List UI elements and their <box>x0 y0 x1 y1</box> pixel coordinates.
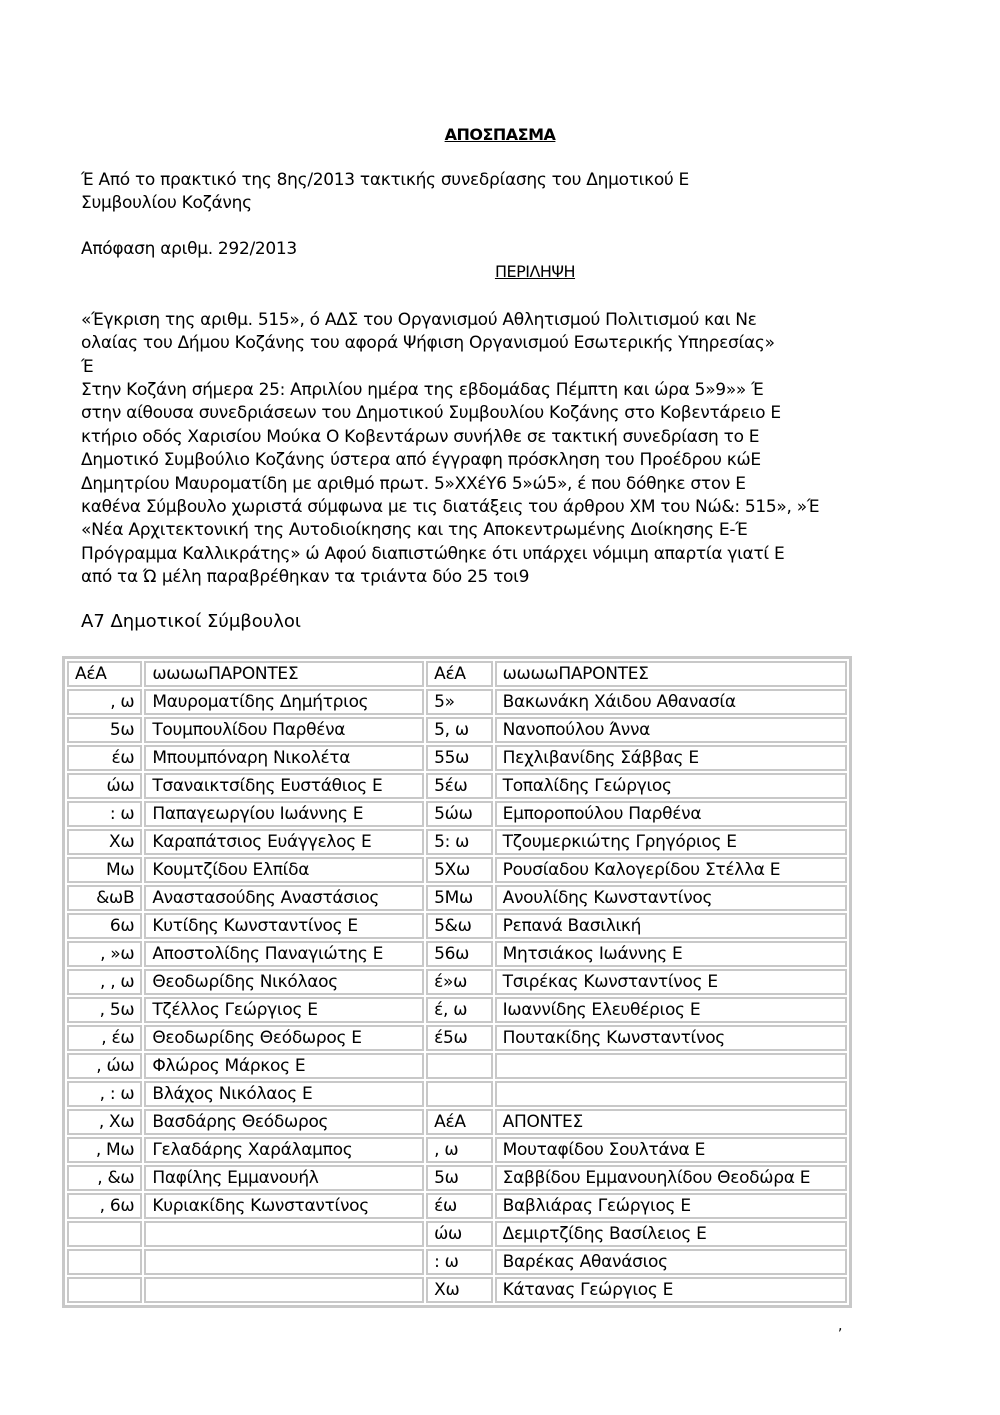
left-num-cell: 6ω <box>67 913 142 939</box>
table-row <box>67 941 847 967</box>
summary-paragraph <box>81 309 881 379</box>
right-name-cell: Μητσιάκος Ιωάννης Ε <box>495 941 847 967</box>
right-name-cell: Πουτακίδης Κωνσταντίνος <box>495 1025 847 1051</box>
table-row <box>67 717 847 743</box>
left-name-cell: Κυτίδης Κωνσταντίνος Ε <box>144 913 424 939</box>
table-row <box>67 801 847 827</box>
right-num-cell: 5έω <box>426 773 493 799</box>
left-name-cell: Μπουμπόναρη Νικολέτα <box>144 745 424 771</box>
left-name-cell: Αποστολίδης Παναγιώτης Ε <box>144 941 424 967</box>
body-line: στην αίθουσα συνεδριάσεων του Δημοτικού Συμβουλίου Κοζάνης στο Κοβεντάρειο Ε <box>81 403 781 424</box>
left-num-cell: &ωΒ <box>67 885 142 911</box>
table-row <box>67 1109 847 1135</box>
right-name-cell: Βακωνάκη Χάιδου Αθανασία <box>495 689 847 715</box>
left-num-cell: , Χω <box>67 1109 142 1135</box>
summary-line: ολαίας του Δήμου Κοζάνης του αφορά Ψήφιση Οργανισμού Εσωτερικής Υπηρεσίας» <box>81 333 775 354</box>
right-name-cell: Νανοπούλου Άννα <box>495 717 847 743</box>
table-row <box>67 1025 847 1051</box>
table-header-row <box>67 661 847 687</box>
left-name-cell <box>144 1249 424 1275</box>
right-num-cell: : ω <box>426 1249 493 1275</box>
left-num-cell: , 6ω <box>67 1193 142 1219</box>
table-row <box>67 1053 847 1079</box>
left-name-cell: Θεοδωρίδης Νικόλαος <box>144 969 424 995</box>
summary-line: «Έγκριση της αριθμ. 515», ό ΑΔΣ του Οργανισμού Αθλητισμού Πολιτισμού και Νε <box>81 310 757 330</box>
left-num-cell: : ω <box>67 801 142 827</box>
page-mark: , <box>838 1318 843 1334</box>
left-name-cell: Αναστασούδης Αναστάσιος <box>144 885 424 911</box>
left-num-cell: , »ω <box>67 941 142 967</box>
right-num-cell: 5&ω <box>426 913 493 939</box>
body-paragraph <box>81 379 881 590</box>
intro-line-2: Συμβουλίου Κοζάνης <box>81 193 252 213</box>
body-line: «Νέα Αρχιτεκτονική της Αυτοδιοίκησης και της Αποκεντρωμένης Διοίκησης Ε-Έ <box>81 520 748 541</box>
left-num-cell: ώω <box>67 773 142 799</box>
table-row <box>67 1221 847 1247</box>
left-num-cell: , έω <box>67 1025 142 1051</box>
header-num: ΑέΑ <box>67 661 142 687</box>
right-num-cell: 5» <box>426 689 493 715</box>
right-num-cell: , ω <box>426 1137 493 1163</box>
left-name-cell: Παπαγεωργίου Ιωάννης Ε <box>144 801 424 827</box>
table-row <box>67 773 847 799</box>
intro-line-1: Έ Από το πρακτικό της 8ης/2013 τακτικής συνεδρίασης του Δημοτικού Ε <box>81 170 689 190</box>
attendance-table <box>62 656 852 1308</box>
right-name-cell: Δεμιρτζίδης Βασίλειος Ε <box>495 1221 847 1247</box>
right-name-cell: Τζουμερκιώτης Γρηγόριος Ε <box>495 829 847 855</box>
right-name-cell: Τσιρέκας Κωνσταντίνος Ε <box>495 969 847 995</box>
table-row <box>67 1193 847 1219</box>
table-row <box>67 745 847 771</box>
left-name-cell: Βασδάρης Θεόδωρος <box>144 1109 424 1135</box>
right-num-cell: 5Χω <box>426 857 493 883</box>
right-num-cell: ώω <box>426 1221 493 1247</box>
right-num-cell: 5: ω <box>426 829 493 855</box>
left-name-cell: Φλώρος Μάρκος Ε <box>144 1053 424 1079</box>
left-num-cell: Χω <box>67 829 142 855</box>
right-name-cell: Κάτανας Γεώργιος Ε <box>495 1277 847 1303</box>
left-name-cell: Κυριακίδης Κωνσταντίνος <box>144 1193 424 1219</box>
left-num-cell: 5ω <box>67 717 142 743</box>
summary-heading: ΠΕΡΙΛΗΨΗ <box>494 262 576 281</box>
document-title: ΑΠΟΣΠΑΣΜΑ <box>444 125 556 144</box>
right-num-cell: έ5ω <box>426 1025 493 1051</box>
right-num-cell: 5ώω <box>426 801 493 827</box>
body-line: κτήριο οδός Χαρισίου Μούκα Ο Κοβεντάρων συνήλθε σε τακτική συνεδρίαση το Ε <box>81 426 760 447</box>
left-name-cell <box>144 1221 424 1247</box>
header-present: ωωωωΠΑΡΟΝΤΕΣ <box>144 661 424 687</box>
header-present: ωωωωΠΑΡΟΝΤΕΣ <box>495 661 847 687</box>
table-row <box>67 913 847 939</box>
table-row <box>67 1081 847 1107</box>
body-line: Δημοτικό Συμβούλιο Κοζάνης ύστερα από έγγραφη πρόσκληση του Προέδρου κώΕ <box>81 450 761 471</box>
right-num-cell: 5, ω <box>426 717 493 743</box>
right-num-cell: έω <box>426 1193 493 1219</box>
right-name-cell: Ανουλίδης Κωνσταντίνος <box>495 885 847 911</box>
left-num-cell <box>67 1277 142 1303</box>
left-name-cell: Καραπάτσιος Ευάγγελος Ε <box>144 829 424 855</box>
left-name-cell: Μαυροματίδης Δημήτριος <box>144 689 424 715</box>
right-num-cell: έ, ω <box>426 997 493 1023</box>
left-num-cell: Μω <box>67 857 142 883</box>
right-name-cell: Ρουσίαδου Καλογερίδου Στέλλα Ε <box>495 857 847 883</box>
left-num-cell: , , ω <box>67 969 142 995</box>
left-num-cell: έω <box>67 745 142 771</box>
right-num-cell: έ»ω <box>426 969 493 995</box>
table-row <box>67 969 847 995</box>
left-num-cell: , Μω <box>67 1137 142 1163</box>
table-row <box>67 885 847 911</box>
right-num-cell: ΑέΑ <box>426 1109 493 1135</box>
table-row <box>67 1165 847 1191</box>
left-num-cell: , ω <box>67 689 142 715</box>
right-num-cell: 56ω <box>426 941 493 967</box>
table-row <box>67 829 847 855</box>
left-num-cell: , 5ω <box>67 997 142 1023</box>
body-line: καθένα Σύμβουλο χωριστά σύμφωνα με τις διατάξεις του άρθρου ΧΜ του Νώ&: 515», »Έ <box>81 497 820 518</box>
right-name-cell: Σαββίδου Εμμανουηλίδου Θεοδώρα Ε <box>495 1165 847 1191</box>
body-line: Δημητρίου Μαυροματίδη με αριθμό πρωτ. 5»ΧΧέΥ6 5»ώ5», έ που δόθηκε στον Ε <box>81 473 746 494</box>
right-num-cell <box>426 1081 493 1107</box>
left-name-cell: Τζέλλος Γεώργιος Ε <box>144 997 424 1023</box>
table-row <box>67 1277 847 1303</box>
body-line: από τα Ώ μέλη παραβρέθηκαν τα τριάντα δύο 25 τοι9 <box>81 567 530 588</box>
table-row <box>67 1249 847 1275</box>
left-name-cell: Γελαδάρης Χαράλαμπος <box>144 1137 424 1163</box>
right-num-cell: 5ω <box>426 1165 493 1191</box>
body-line: Πρόγραμμα Καλλικράτης» ώ Αφού διαπιστώθηκε ότι υπάρχει νόμιμη απαρτία γιατί Ε <box>81 543 785 564</box>
body-line: Στην Κοζάνη σήμερα 25: Απριλίου ημέρα της εβδομάδας Πέμπτη και ώρα 5»9»» Έ <box>81 380 764 400</box>
section-label: Α7 Δημοτικοί Σύμβουλοι <box>81 611 301 632</box>
left-name-cell: Βλάχος Νικόλαος Ε <box>144 1081 424 1107</box>
right-num-cell: 55ω <box>426 745 493 771</box>
left-name-cell: Θεοδωρίδης Θεόδωρος Ε <box>144 1025 424 1051</box>
right-name-cell: Εμποροπούλου Παρθένα <box>495 801 847 827</box>
table-row <box>67 857 847 883</box>
right-name-cell <box>495 1053 847 1079</box>
table-row <box>67 997 847 1023</box>
decision-number: Απόφαση αριθμ. 292/2013 <box>81 239 297 259</box>
right-name-cell: Πεχλιβανίδης Σάββας Ε <box>495 745 847 771</box>
left-name-cell: Κουμτζίδου Ελπίδα <box>144 857 424 883</box>
right-name-cell: ΑΠΟΝΤΕΣ <box>495 1109 847 1135</box>
right-name-cell: Βαρέκας Αθανάσιος <box>495 1249 847 1275</box>
left-name-cell: Τουμπουλίδου Παρθένα <box>144 717 424 743</box>
left-name-cell: Παφίλης Εμμανουήλ <box>144 1165 424 1191</box>
left-num-cell: , ώω <box>67 1053 142 1079</box>
right-name-cell: Ιωαννίδης Ελευθέριος Ε <box>495 997 847 1023</box>
header-num: ΑέΑ <box>426 661 493 687</box>
left-num-cell: , : ω <box>67 1081 142 1107</box>
right-name-cell: Βαβλιάρας Γεώργιος Ε <box>495 1193 847 1219</box>
left-name-cell <box>144 1277 424 1303</box>
left-num-cell <box>67 1221 142 1247</box>
right-num-cell: 5Μω <box>426 885 493 911</box>
table-row <box>67 689 847 715</box>
table-row <box>67 1137 847 1163</box>
left-num-cell <box>67 1249 142 1275</box>
right-name-cell: Μουταφίδου Σουλτάνα Ε <box>495 1137 847 1163</box>
left-name-cell: Τσαναικτσίδης Ευστάθιος Ε <box>144 773 424 799</box>
right-num-cell <box>426 1053 493 1079</box>
right-name-cell: Ρεπανά Βασιλική <box>495 913 847 939</box>
right-name-cell <box>495 1081 847 1107</box>
summary-line: Έ <box>81 356 94 377</box>
right-name-cell: Τοπαλίδης Γεώργιος <box>495 773 847 799</box>
left-num-cell: , &ω <box>67 1165 142 1191</box>
right-num-cell: Χω <box>426 1277 493 1303</box>
